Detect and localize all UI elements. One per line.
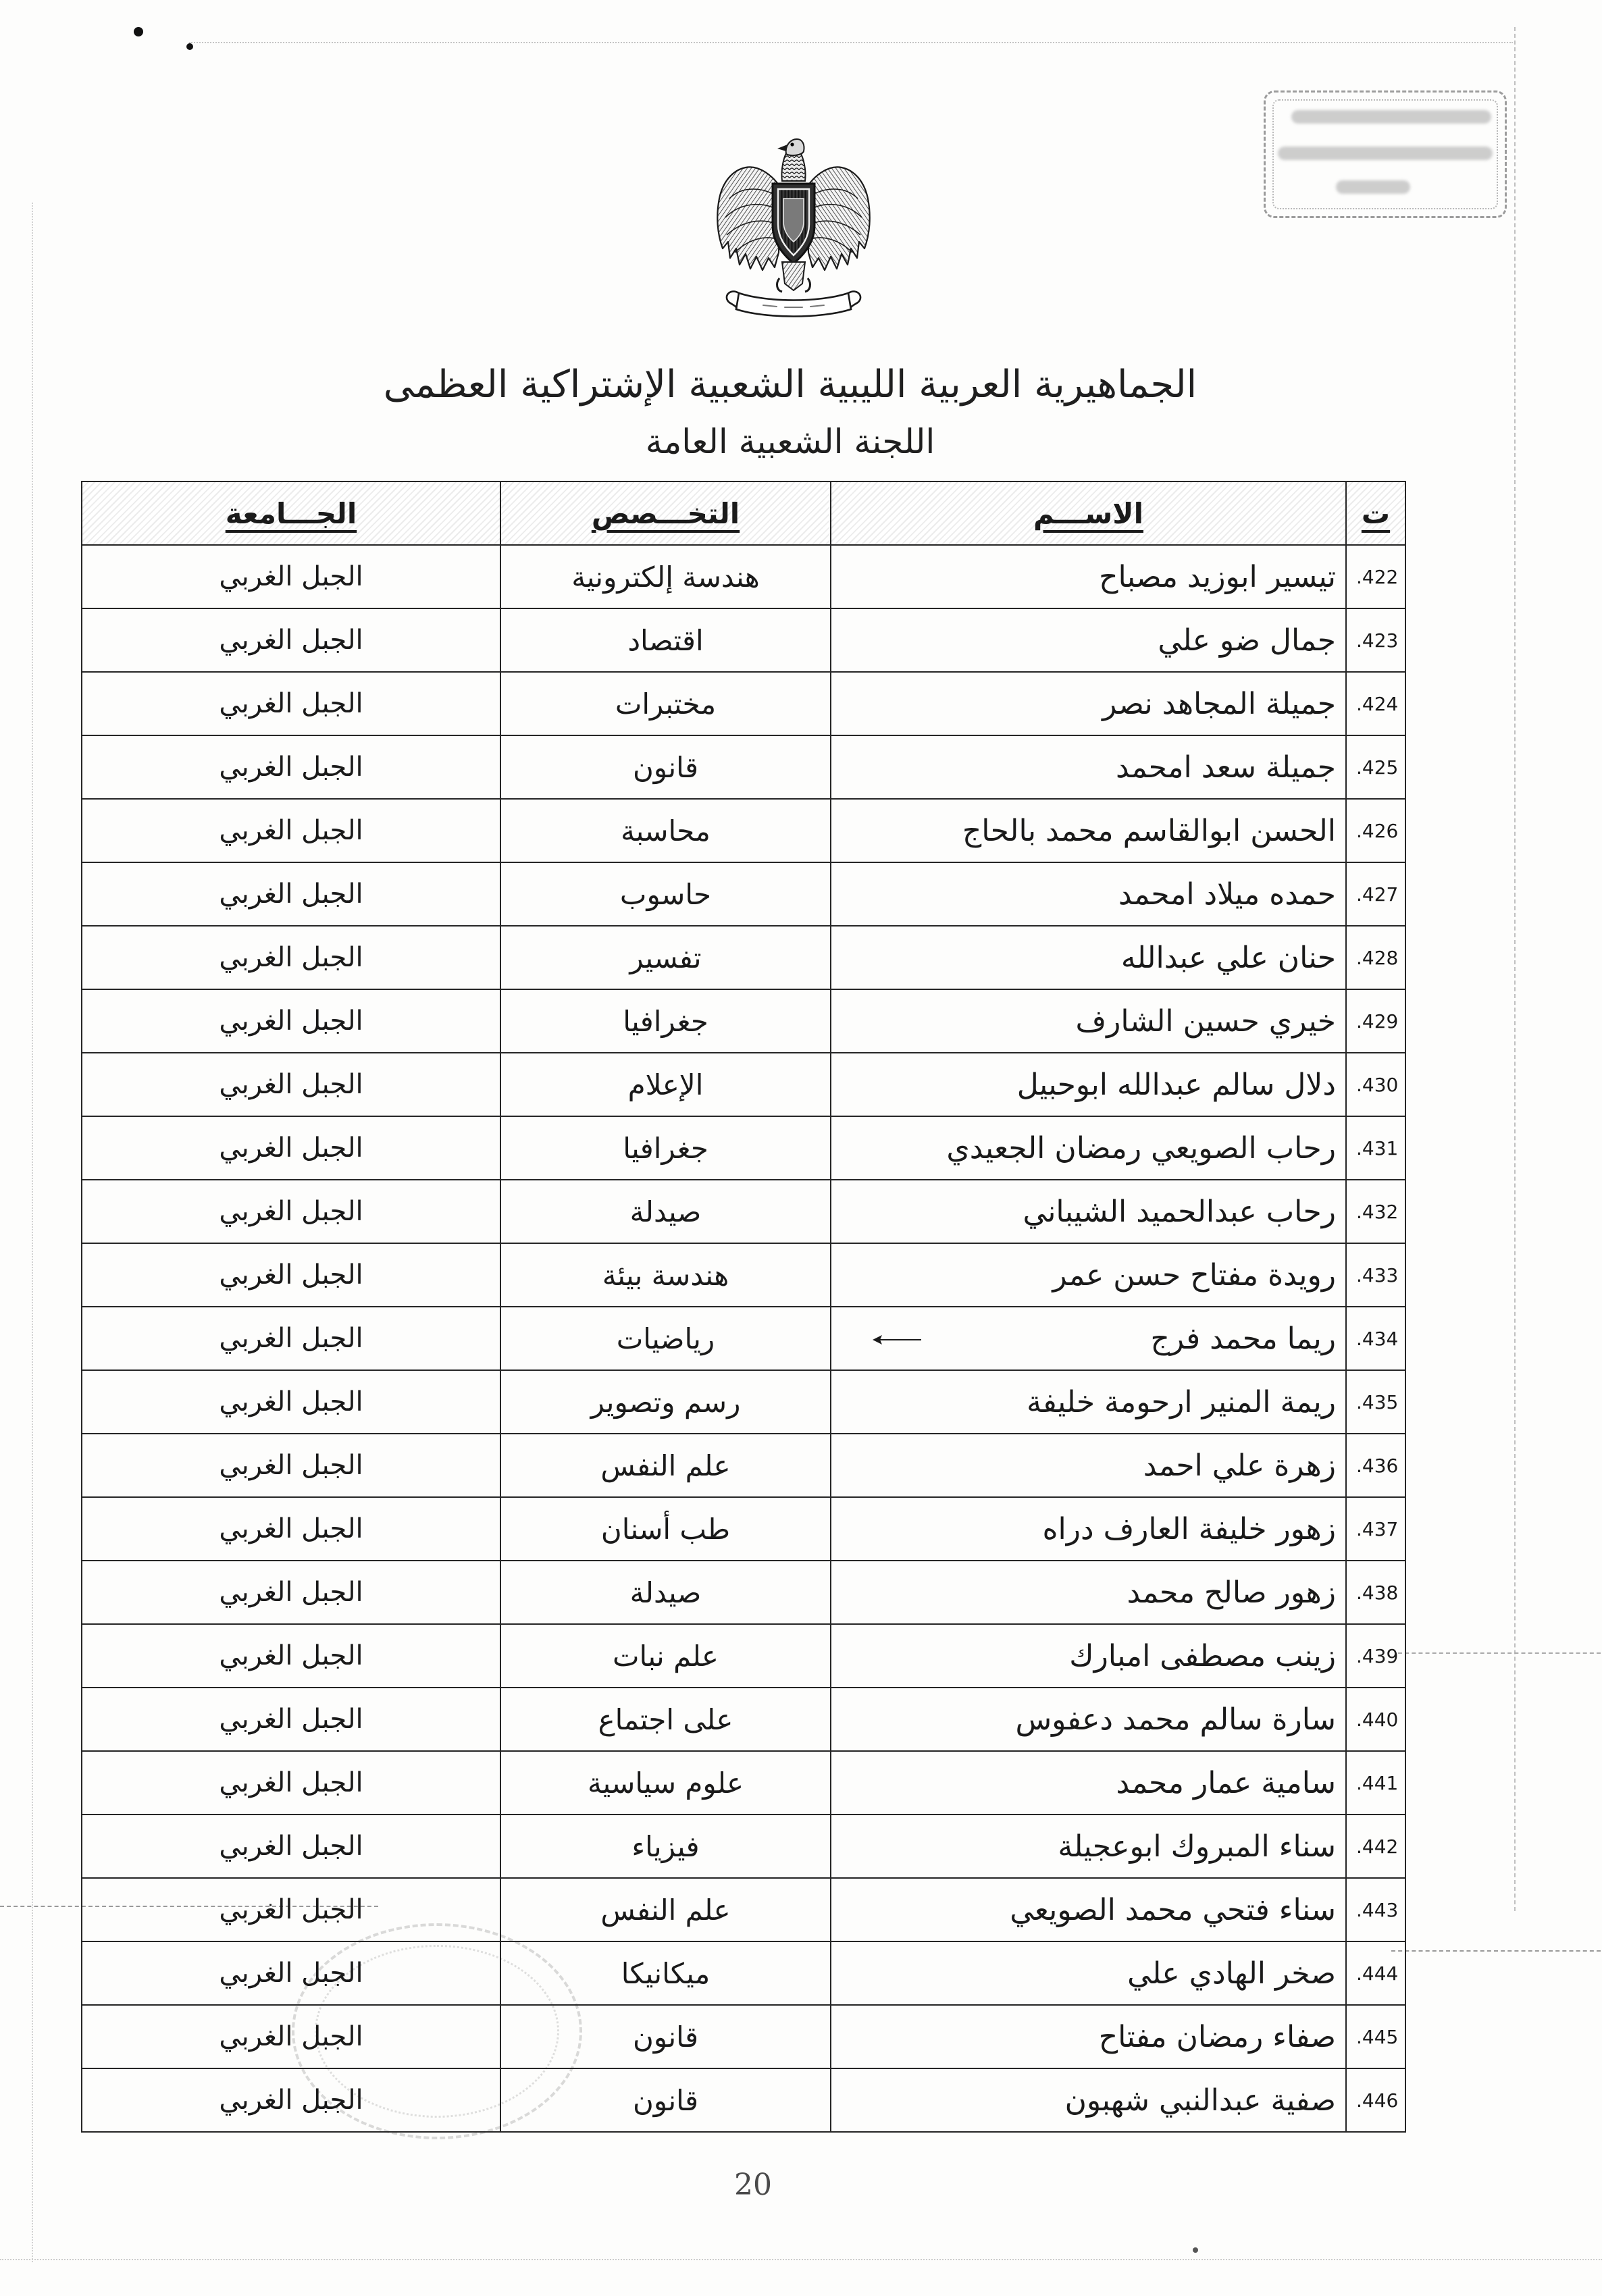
specialty-cell: طب أسنان [500,1497,831,1561]
table-row [82,1180,1405,1243]
table-row [82,1751,1405,1815]
name-cell: الحسن ابوالقاسم محمد بالحاج [831,799,1346,862]
name-cell: جميلة سعد امحمد [831,735,1346,799]
table-row [82,672,1405,735]
specialty-cell: صيدلة [500,1180,831,1243]
table-row [82,1053,1405,1116]
row-number-cell: .422 [1346,545,1405,608]
row-number-cell: .431 [1346,1116,1405,1180]
row-number-cell: .444 [1346,1941,1405,2005]
student-roster-table [81,481,1406,2133]
scan-artifact-line [32,203,33,2262]
name-cell: صخر الهادي علي [831,1941,1346,2005]
specialty-cell: تفسير [500,926,831,989]
table-row [82,1561,1405,1624]
row-number-cell: .445 [1346,2005,1405,2068]
specialty-cell: فيزياء [500,1815,831,1878]
table-row [82,2005,1405,2068]
column-header-specialty: التخـــصص [500,481,831,545]
table-body [82,545,1405,2132]
row-number-cell: .429 [1346,989,1405,1053]
stamp-illegible-text [1278,147,1493,160]
name-cell: زهور صالح محمد [831,1561,1346,1624]
specialty-cell: على اجتماع [500,1688,831,1751]
table-row [82,608,1405,672]
table-row [82,1307,1405,1370]
arrow-left-mark [870,1332,924,1348]
table-row [82,1497,1405,1561]
row-number-cell: .430 [1346,1053,1405,1116]
specialty-cell: حاسوب [500,862,831,926]
university-cell: الجبل الغربي [82,545,500,608]
specialty-cell: رياضيات [500,1307,831,1370]
name-cell: دلال سالم عبدالله ابوحبيل [831,1053,1346,1116]
table-row [82,1243,1405,1307]
name-cell: سناء فتحي محمد الصويعي [831,1878,1346,1941]
row-number-cell: .436 [1346,1434,1405,1497]
name-cell: سارة سالم محمد دعفوس [831,1688,1346,1751]
row-number-cell: .434 [1346,1307,1405,1370]
table-row [82,1370,1405,1434]
specialty-cell: علم النفس [500,1434,831,1497]
university-cell: الجبل الغربي [82,735,500,799]
table-row [82,1941,1405,2005]
name-cell: خيري حسين الشارف [831,989,1346,1053]
column-header-name: الاســـم [831,481,1346,545]
row-number-cell: .423 [1346,608,1405,672]
university-cell: الجبل الغربي [82,672,500,735]
name-cell: ريمة المنير ارحومة خليفة [831,1370,1346,1434]
specialty-cell: هندسة بيئة [500,1243,831,1307]
university-cell: الجبل الغربي [82,1434,500,1497]
name-cell: رحاب عبدالحميد الشيباني [831,1180,1346,1243]
name-cell: ريما محمد فرج [831,1307,1346,1370]
specialty-cell: قانون [500,2068,831,2132]
scan-artifact-line [189,42,1513,43]
name-cell: جميلة المجاهد نصر [831,672,1346,735]
scan-artifact-line [1391,1950,1601,1952]
university-cell: الجبل الغربي [82,2005,500,2068]
name-cell: رويدة مفتاح حسن عمر [831,1243,1346,1307]
committee-name-heading: اللجنة الشعبية العامة [645,422,935,461]
specialty-cell: ميكانيكا [500,1941,831,2005]
table-row [82,1878,1405,1941]
name-cell: زهرة علي احمد [831,1434,1346,1497]
table-row [82,735,1405,799]
specialty-cell: قانون [500,735,831,799]
row-number-cell: .428 [1346,926,1405,989]
name-cell: سامية عمار محمد [831,1751,1346,1815]
stamp-illegible-text [1291,110,1491,124]
scan-speck [134,27,143,36]
hawk-emblem-icon [709,134,878,330]
stamp-mark [1264,90,1507,218]
university-cell: الجبل الغربي [82,1053,500,1116]
row-number-cell: .426 [1346,799,1405,862]
emblem-head [777,139,806,181]
name-cell: رحاب الصويعي رمضان الجعيدي [831,1116,1346,1180]
table-row [82,1815,1405,1878]
specialty-cell: علم نبات [500,1624,831,1688]
university-cell: الجبل الغربي [82,799,500,862]
emblem-tail [777,262,810,292]
row-number-cell: .438 [1346,1561,1405,1624]
emblem-scroll [727,292,860,317]
row-number-cell: .432 [1346,1180,1405,1243]
row-number-cell: .443 [1346,1878,1405,1941]
university-cell: الجبل الغربي [82,1497,500,1561]
table-row [82,1434,1405,1497]
university-cell: الجبل الغربي [82,926,500,989]
row-number-cell: .425 [1346,735,1405,799]
table-row [82,926,1405,989]
university-cell: الجبل الغربي [82,1878,500,1941]
row-number-cell: .435 [1346,1370,1405,1434]
row-number-cell: .439 [1346,1624,1405,1688]
university-cell: الجبل الغربي [82,1116,500,1180]
scan-speck [1193,2247,1198,2253]
table-header [82,481,1405,545]
row-number-cell: .433 [1346,1243,1405,1307]
university-cell: الجبل الغربي [82,989,500,1053]
university-cell: الجبل الغربي [82,608,500,672]
specialty-cell: جغرافيا [500,989,831,1053]
university-cell: الجبل الغربي [82,1688,500,1751]
table-row [82,1624,1405,1688]
specialty-cell: اقتصاد [500,608,831,672]
page-number: 20 [734,2168,772,2202]
table-row [82,2068,1405,2132]
university-cell: الجبل الغربي [82,1180,500,1243]
name-cell: سناء المبروك ابوعجيلة [831,1815,1346,1878]
column-header-university: الجـــامعة [82,481,500,545]
name-cell: زينب مصطفى امبارك [831,1624,1346,1688]
scan-artifact-line [1514,27,1516,1911]
university-cell: الجبل الغربي [82,1815,500,1878]
row-number-cell: .437 [1346,1497,1405,1561]
specialty-cell: هندسة إلكترونية [500,545,831,608]
university-cell: الجبل الغربي [82,1243,500,1307]
university-cell: الجبل الغربي [82,1370,500,1434]
table-row [82,989,1405,1053]
row-number-cell: .424 [1346,672,1405,735]
specialty-cell: علوم سياسية [500,1751,831,1815]
name-cell: جمال ضو علي [831,608,1346,672]
scan-speck [186,43,193,50]
university-cell: الجبل الغربي [82,1561,500,1624]
state-name-heading: الجماهيرية العربية الليبية الشعبية الإشتراكية العظمى [383,363,1197,407]
university-cell: الجبل الغربي [82,1307,500,1370]
row-number-cell: .446 [1346,2068,1405,2132]
name-cell: حمده ميلاد امحمد [831,862,1346,926]
column-header-number: ت [1346,481,1405,545]
emblem-left-wing [717,167,781,270]
university-cell: الجبل الغربي [82,2068,500,2132]
specialty-cell: قانون [500,2005,831,2068]
name-cell: صفاء رمضان مفتاح [831,2005,1346,2068]
specialty-cell: مختبرات [500,672,831,735]
row-number-cell: .441 [1346,1751,1405,1815]
name-cell: زهور خليفة العارف دراه [831,1497,1346,1561]
emblem-right-wing [806,167,870,270]
name-cell: حنان علي عبدالله [831,926,1346,989]
specialty-cell: صيدلة [500,1561,831,1624]
stamp-illegible-text [1336,180,1410,194]
university-cell: الجبل الغربي [82,1941,500,2005]
table-row [82,1116,1405,1180]
row-number-cell: .442 [1346,1815,1405,1878]
scan-artifact-line [0,2259,1602,2260]
specialty-cell: الإعلام [500,1053,831,1116]
university-cell: الجبل الغربي [82,1624,500,1688]
table-header-row [82,481,1405,545]
specialty-cell: محاسبة [500,799,831,862]
row-number-cell: .427 [1346,862,1405,926]
name-cell: صفية عبدالنبي شهبون [831,2068,1346,2132]
specialty-cell: علم النفس [500,1878,831,1941]
university-cell: الجبل الغربي [82,1751,500,1815]
table-row [82,799,1405,862]
university-cell: الجبل الغربي [82,862,500,926]
specialty-cell: جغرافيا [500,1116,831,1180]
row-number-cell: .440 [1346,1688,1405,1751]
table-row [82,545,1405,608]
scan-artifact-line [1398,1652,1601,1654]
table-row [82,862,1405,926]
name-cell: تيسير ابوزيد مصباح [831,545,1346,608]
table-row [82,1688,1405,1751]
specialty-cell: رسم وتصوير [500,1370,831,1434]
